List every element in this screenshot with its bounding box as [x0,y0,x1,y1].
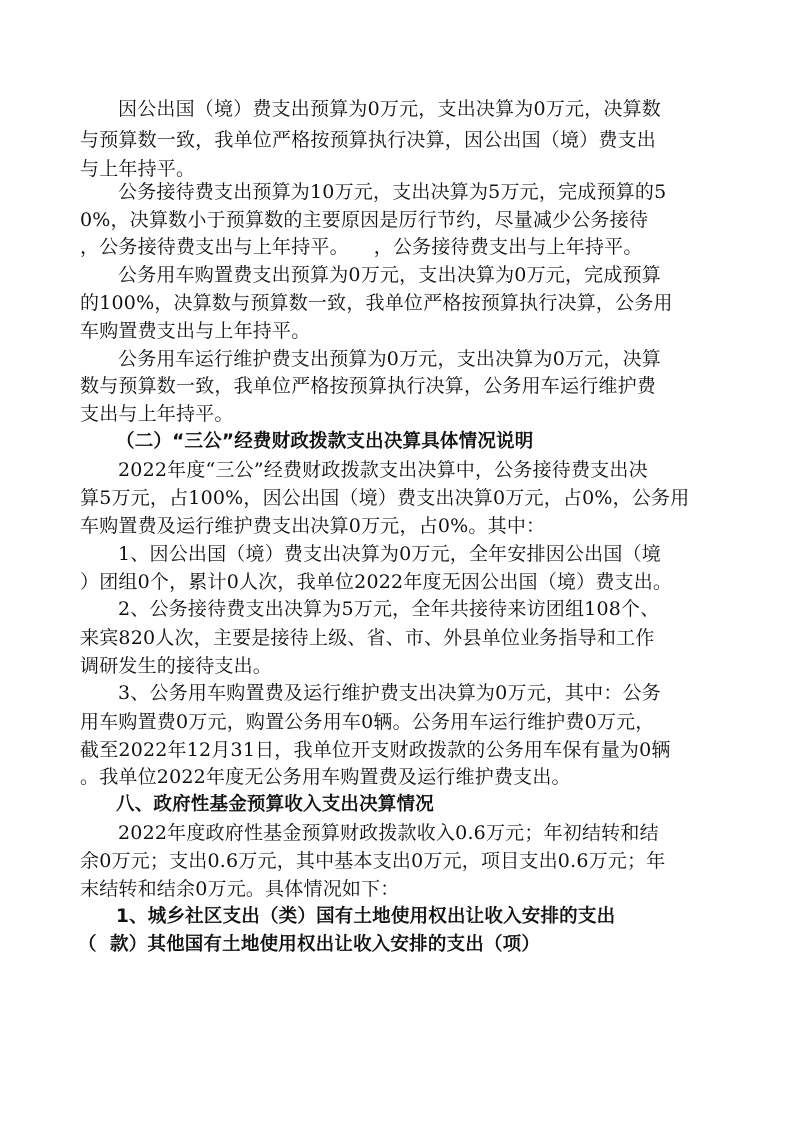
text-line: 公务用车运行维护费支出预算为0万元，支出决算为0万元，决算 [118,348,661,370]
text-line: 支出与上年持平。 [80,403,234,425]
section-heading: （二）“三公”经费财政拨款支出决算具体情况说明 [116,431,534,452]
text-line: 来宾820人次，主要是接待上级、省、市、外县单位业务指导和工作 [80,627,655,649]
text-line: 2022年度政府性基金预算财政拨款收入0.6万元；年初结转和结 [118,822,659,844]
text-line: 与上年持平。 [80,158,196,180]
text-line: 的100%，决算数与预算数一致，我单位严格按预算执行决算，公务用 [80,292,673,314]
text-line: ，公务接待费支出与上年持平。 ，公务接待费支出与上年持平。 [80,236,643,258]
text-line: 算5万元，占100%，因公出国（境）费支出决算0万元，占0%，公务用 [80,487,690,509]
text-line: 公务用车购置费支出预算为0万元，支出决算为0万元，完成预算 [118,264,661,286]
text-line: 0%，决算数小于预算数的主要原因是厉行节约，尽量减少公务接待 [80,209,649,231]
text-line: 截至2022年12月31日，我单位开支财政拨款的公务用车保有量为0辆 [80,739,671,761]
text-line: 调研发生的接待支出。 [80,655,273,677]
text-line: 公务接待费支出预算为10万元，支出决算为5万元，完成预算的5 [118,181,667,203]
text-line: 余0万元；支出0.6万元，其中基本支出0万元，项目支出0.6万元；年 [80,850,666,872]
text-line: 3、公务用车购置费及运行维护费支出决算为0万元，其中：公务 [118,682,661,704]
text-line: 2022年度“三公”经费财政拨款支出决算中，公务接待费支出决 [118,459,648,481]
text-line: 末结转和结余0万元。具体情况如下： [80,878,400,900]
subsection-heading: 1、城乡社区支出（类）国有土地使用权出让收入安排的支出 [116,906,616,927]
text-line: 与预算数一致，我单位严格按预算执行决算，因公出国（境）费支出 [80,129,657,151]
text-line: 用车购置费0万元，购置公务用车0辆。公务用车运行维护费0万元， [80,711,655,733]
text-line: 车购置费及运行维护费支出决算0万元，占0%。其中： [80,515,546,537]
subsection-heading: （ 款）其他国有土地使用权出让收入安排的支出（项） [78,934,541,955]
text-line: 2、公务接待费支出决算为5万元，全年共接待来访团组108个、 [118,598,660,620]
text-line: 数与预算数一致，我单位严格按预算执行决算，公务用车运行维护费 [80,375,657,397]
text-line: 。我单位2022年度无公务用车购置费及运行维护费支出。 [80,766,571,788]
text-line: 因公出国（境）费支出预算为0万元，支出决算为0万元，决算数 [118,98,661,120]
text-line: ）团组0个，累计0人次，我单位2022年度无因公出国（境）费支出。 [80,571,673,593]
section-heading: 八、政府性基金预算收入支出决算情况 [116,794,434,815]
text-line: 车购置费支出与上年持平。 [80,320,311,342]
text-line: 1、因公出国（境）费支出决算为0万元，全年安排因公出国（境 [118,543,661,565]
